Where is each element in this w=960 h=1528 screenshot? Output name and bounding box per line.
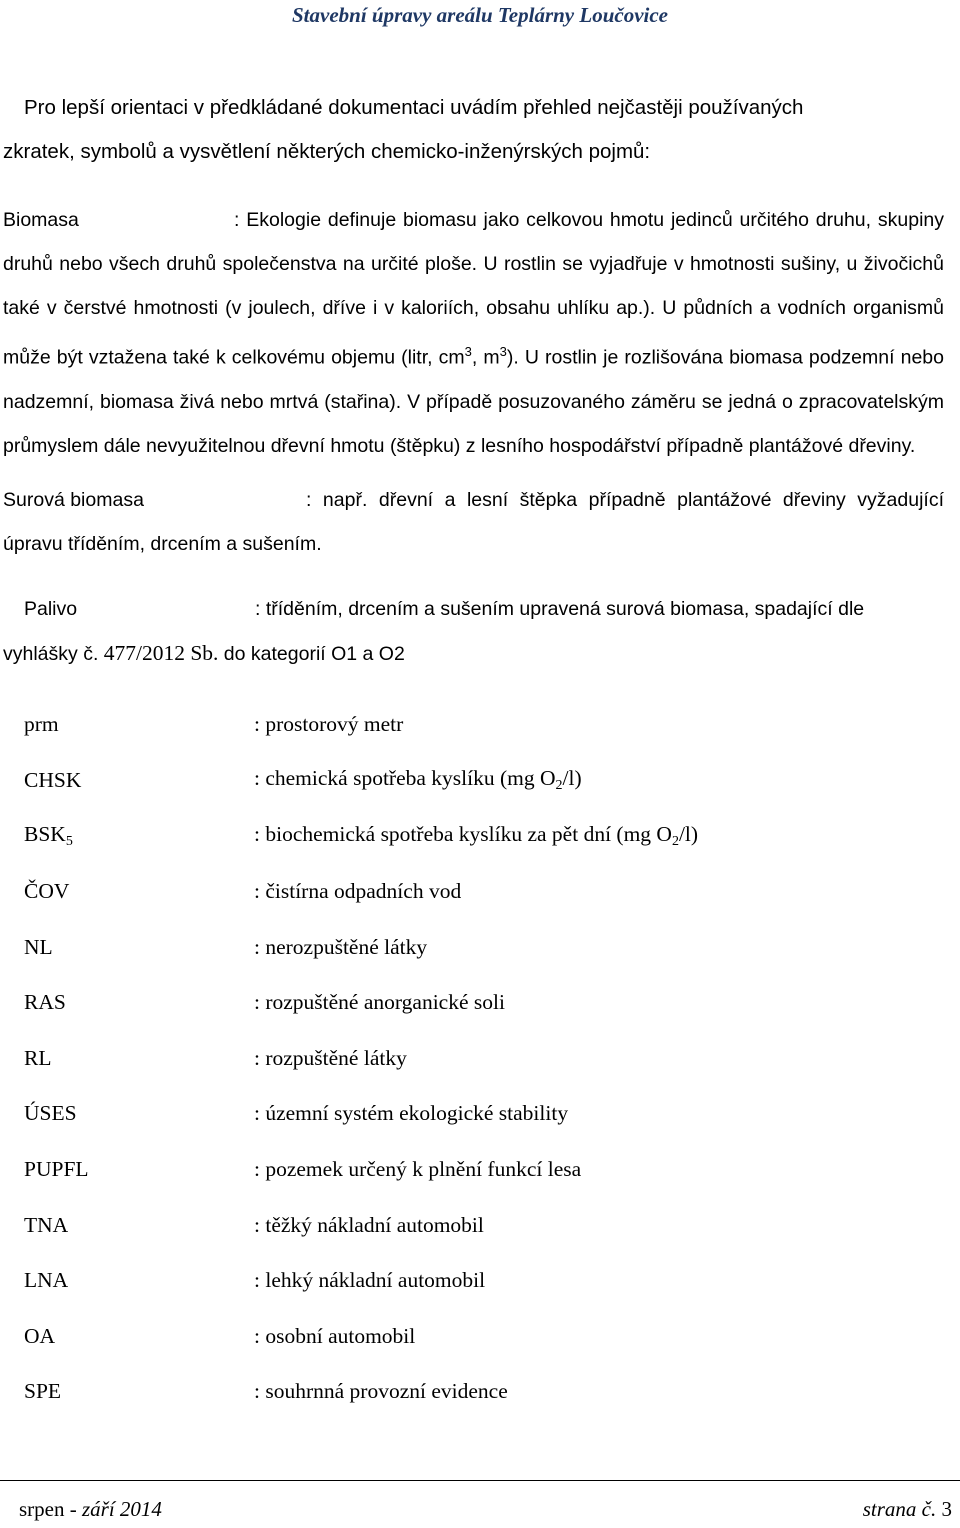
abbreviation-term: OA <box>24 1323 56 1348</box>
biomasa-sup-1: 3 <box>464 344 472 359</box>
page-footer <box>19 1497 952 1522</box>
abbreviation-row <box>24 1031 698 1087</box>
abbreviation-term: RL <box>24 1045 52 1070</box>
abbreviation-row <box>24 1197 698 1253</box>
surova-biomasa-term: Surová biomasa <box>3 488 144 511</box>
abbreviation-term: CHSK <box>24 767 82 792</box>
palivo-definition <box>3 586 944 676</box>
document-body <box>3 86 944 700</box>
palivo-text-1: : tříděním, drcením a sušením upravená surová biomasa, spadající dle <box>255 597 865 620</box>
abbreviation-term: TNA <box>24 1212 69 1237</box>
abbreviation-definition: : rozpuštěné anorganické soli <box>254 990 505 1015</box>
footer-page-number: strana č. 3 <box>862 1497 952 1521</box>
palivo-text-2: vyhlášky č. <box>3 642 99 665</box>
abbreviation-row <box>24 919 698 975</box>
palivo-term: Palivo <box>24 597 78 620</box>
biomasa-text-3: ). U rostlin je rozlišována biomasa podzemní nebo nadzemní, biomasa živá nebo mrtvá (stařina). V případě posuzovaného záměru se jedná o zpracovatelským průmyslem dále nevyužitelnou dřevní hmotu (štěpku) z lesního hospodářství případně plantážové dřeviny. <box>3 346 944 457</box>
abbreviation-definition: : chemická spotřeba kyslíku (mg $O_2/l$) <box>254 766 582 794</box>
abbreviation-row <box>24 1364 698 1420</box>
abbreviation-row <box>24 1086 698 1142</box>
biomasa-term: Biomasa <box>3 209 79 231</box>
abbreviation-row <box>24 753 698 809</box>
abbreviation-definition: : těžký nákladní automobil <box>254 1212 484 1237</box>
surova-biomasa-definition <box>3 478 944 566</box>
page-header-title: Stavební úpravy areálu Teplárny Loučovice <box>291 3 669 27</box>
abbreviation-term: LNA <box>24 1268 69 1293</box>
abbreviation-term: RAS <box>24 990 66 1015</box>
abbreviation-definition: : lehký nákladní automobil <box>254 1268 486 1293</box>
abbreviation-definition: : čistírna odpadních vod <box>254 879 462 904</box>
abbreviation-definition: : rozpuštěné látky <box>254 1045 407 1070</box>
biomasa-text-1: : Ekologie definuje biomasu jako celkovou hmotu jedinců určitého druhu, skupiny druhů nebo všech druhů společenstva na určité ploše. U rostlin se vyjadřuje v hmotnosti sušiny, u živočichů také v čerstvé hmotnosti (v joulech, dříve i v kaloriích, obsahu uhlíku ap.). U půdních a vodních organismů může být vztažena také k celkovému objemu (litr, cm <box>3 209 944 369</box>
abbreviation-definition: : pozemek určený k plnění funkcí lesa <box>254 1157 582 1182</box>
intro-paragraph <box>3 86 944 174</box>
biomasa-definition <box>3 198 944 468</box>
palivo-text-3: 477/2012 Sb. <box>103 640 219 665</box>
abbreviation-row <box>24 697 698 753</box>
abbreviation-definition: : osobní automobil <box>254 1323 416 1348</box>
intro-line-1: Pro lepší orientaci v předkládané dokumentaci uvádím přehled nejčastěji používaných <box>24 96 804 119</box>
biomasa-text-2: , m <box>471 346 500 369</box>
intro-line-2: zkratek, symbolů a vysvětlení některých chemicko-inženýrských pojmů: <box>3 140 651 163</box>
abbreviation-definition: : nerozpuštěné látky <box>254 934 428 959</box>
biomasa-sup-2: 3 <box>499 344 507 359</box>
abbreviation-row <box>24 864 698 920</box>
abbreviation-row <box>24 975 698 1031</box>
palivo-text-4: do kategorií O1 a O2 <box>223 642 405 665</box>
footer-date: srpen - září 2014 <box>19 1497 162 1521</box>
abbreviation-definition: : územní systém ekologické stability <box>254 1101 569 1126</box>
surova-biomasa-text: : např. dřevní a lesní štěpka případně plantážové dřeviny vyžadující úpravu tříděním, drcením a sušením. <box>3 488 944 555</box>
footer-divider <box>0 1480 960 1481</box>
abbreviation-row <box>24 808 698 864</box>
abbreviation-term: ÚSES <box>24 1101 77 1126</box>
abbreviation-term: SPE <box>24 1379 62 1404</box>
abbreviation-term: prm <box>24 712 59 737</box>
abbreviation-definition: : biochemická spotřeba kyslíku za pět dní (mg $O_2/l$) <box>254 821 699 849</box>
abbreviation-term: ČOV <box>24 879 70 904</box>
abbreviation-row <box>24 1142 698 1198</box>
abbreviation-term: NL <box>24 934 53 959</box>
abbreviation-term: PUPFL <box>24 1157 89 1182</box>
abbreviation-term: $BSK_5$ <box>24 821 73 849</box>
abbreviation-row <box>24 1253 698 1309</box>
abbreviation-list <box>24 697 698 1420</box>
abbreviation-definition: : prostorový metr <box>254 712 404 737</box>
abbreviation-definition: : souhrnná provozní evidence <box>254 1379 508 1404</box>
abbreviation-row <box>24 1309 698 1365</box>
